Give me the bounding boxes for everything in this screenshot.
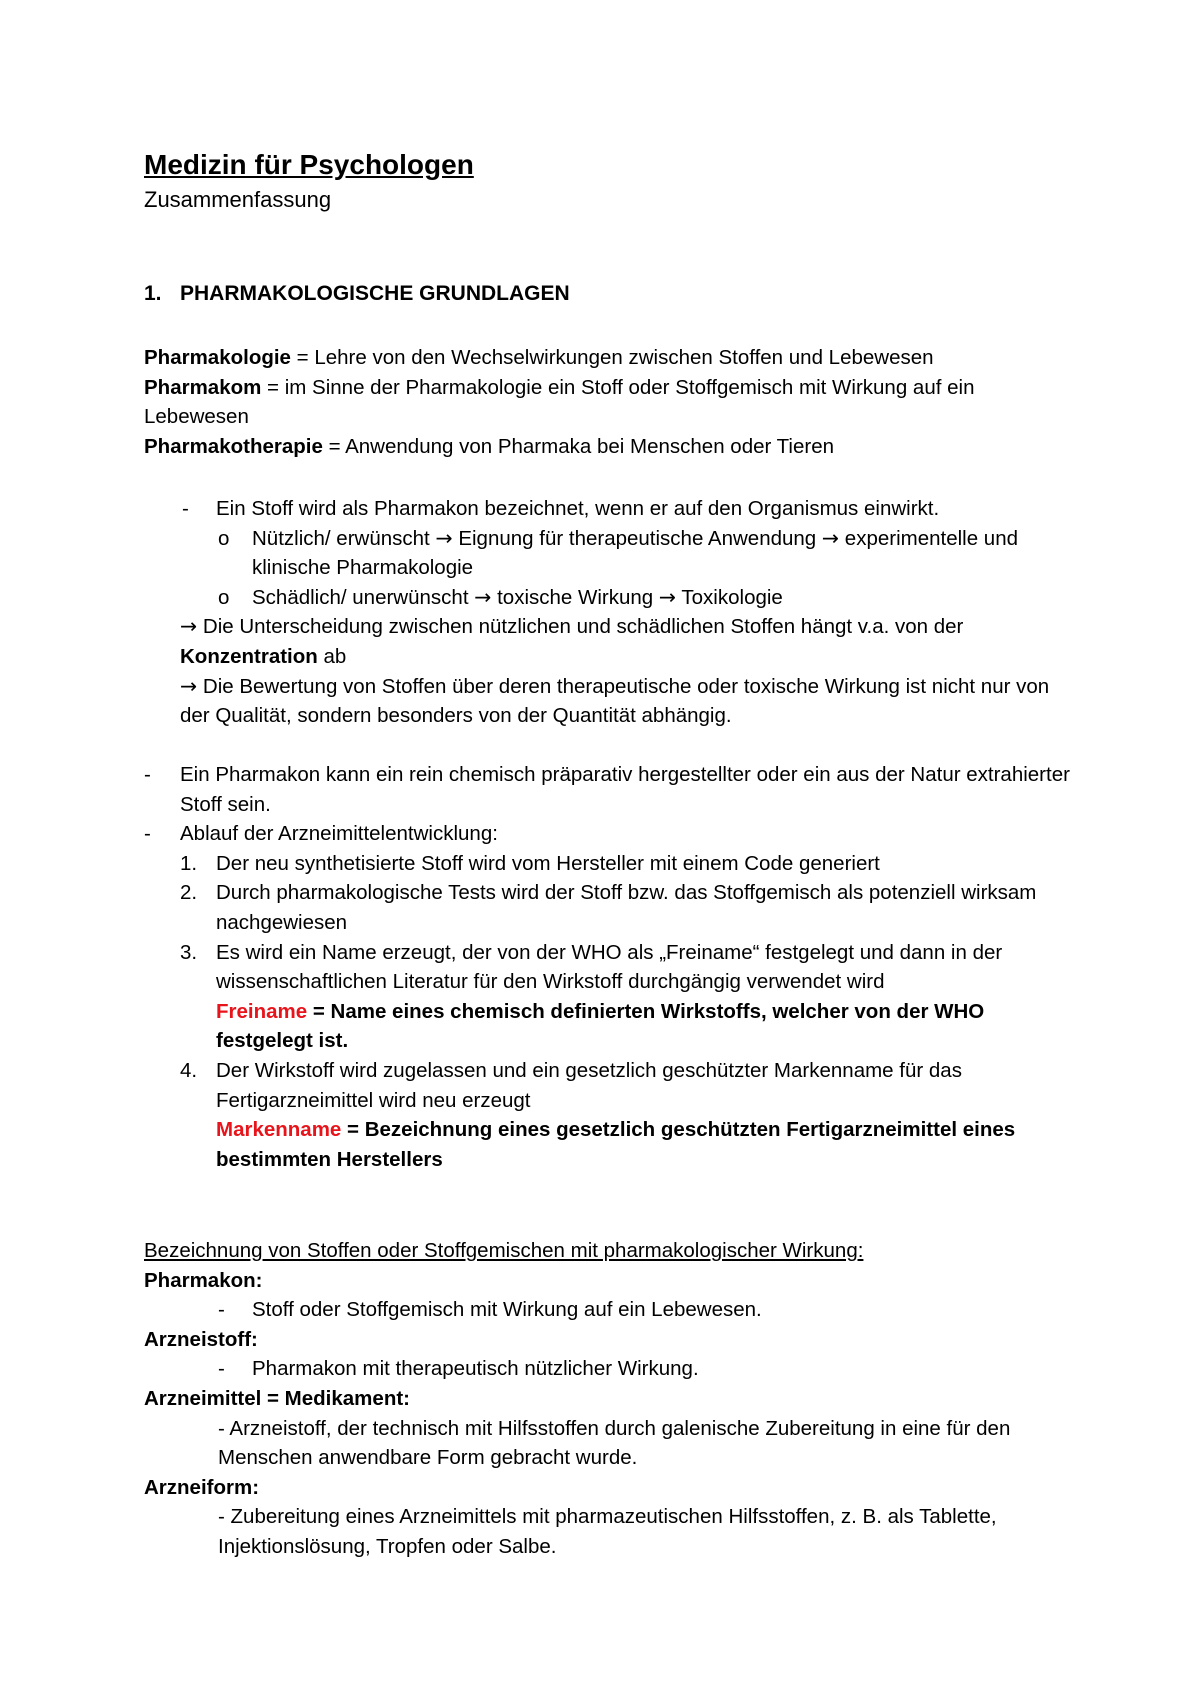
definition-line <box>144 373 1074 432</box>
list-item: - Ein Stoff wird als Pharmakon bezeichnet, wenn er auf den Organismus einwirkt. <box>144 494 1074 524</box>
list-item: - Arzneistoff, der technisch mit Hilfsstoffen durch galenische Zubereitung in eine für den Menschen anwendbare Form gebracht wurde. <box>218 1416 1011 1470</box>
list-item: 3. Es wird ein Name erzeugt, der von der WHO als „Freiname“ festgelegt und dann in der wissenschaftlichen Literatur für den Wirkstoff durchgängig verwendet wird Freiname = Name eines chemisch definierten Wirkstoffs, welcher von der WHO festgelegt ist. <box>144 938 1074 1056</box>
list-item: o Schädlich/ unerwünscht → toxische Wirkung → Toxikologie <box>144 583 1074 613</box>
list-item: 4. Der Wirkstoff wird zugelassen und ein gesetzlich geschützter Markenname für das Fertigarzneimittel wird neu erzeugt Markenname = Bezeichnung eines gesetzlich geschützten Fertigarzneimittel eines bestimmten Herstellers <box>144 1056 1074 1174</box>
list-item: - Ein Pharmakon kann ein rein chemisch präparativ hergestellter oder ein aus der Natur extrahierter Stoff sein. <box>144 760 1074 819</box>
step-number: 3. <box>180 940 198 964</box>
dash-bullet: - <box>182 497 189 520</box>
arrow-icon: → <box>435 525 453 550</box>
section-heading <box>144 280 570 308</box>
bullet-entwicklung <box>144 760 1074 1174</box>
term-heading: Pharmakon: <box>144 1268 263 1292</box>
list-item: 2. Durch pharmakologische Tests wird der Stoff bzw. das Stoffgemisch als potenziell wirksam nachgewiesen <box>144 878 1074 937</box>
circle-bullet: o <box>218 585 230 609</box>
definition-term: Pharmakologie <box>144 346 291 369</box>
bullet-pharmakon <box>144 494 1074 731</box>
document-subtitle: Zusammenfassung <box>144 187 332 212</box>
definition-line <box>144 432 1074 462</box>
definition-text: = im Sinne der Pharmakologie ein Stoff oder Stoffgemisch mit Wirkung auf ein Lebewesen <box>144 375 975 429</box>
list-item: - Zubereitung eines Arzneimittels mit pharmazeutischen Hilfsstoffen, z. B. als Tablette, Injektionslösung, Tropfen oder Salbe. <box>218 1505 997 1558</box>
dash-bullet: - <box>144 822 151 846</box>
step-number: 1. <box>180 851 198 875</box>
arrow-icon: → <box>180 614 198 639</box>
list-item: o Nützlich/ erwünscht → Eignung für therapeutische Anwendung → experimentelle und klinische Pharmakologie <box>218 525 1019 580</box>
bezeichnung-block <box>144 1236 1074 1562</box>
circle-bullet: o <box>218 526 230 550</box>
note-line: → Die Bewertung von Stoffen über deren therapeutische oder toxische Wirkung ist nicht nur von der Qualität, sondern besonders von der Quantität abhängig. <box>180 673 1050 728</box>
definition-term: Pharmakom <box>144 375 262 399</box>
list-item: - Ablauf der Arzneimittelentwicklung: <box>144 819 1074 849</box>
dash-bullet: - <box>218 1357 225 1381</box>
markenname-definition: Markenname = Bezeichnung eines gesetzlich geschützten Fertigarzneimittel eines bestimmten Herstellers <box>216 1118 1016 1171</box>
definition-term: Pharmakotherapie <box>144 434 323 458</box>
arrow-icon: → <box>180 673 198 698</box>
arrow-icon: → <box>821 525 840 550</box>
dash-bullet: - <box>218 1298 225 1322</box>
arrow-icon: → <box>474 584 492 609</box>
dash-bullet: - <box>144 763 151 786</box>
definition-line <box>144 343 1074 373</box>
list-item: - Pharmakon mit therapeutisch nützlicher Wirkung. <box>144 1354 1074 1384</box>
list-item: - Stoff oder Stoffgemisch mit Wirkung auf ein Lebewesen. <box>144 1295 1074 1325</box>
note-line: → Die Unterscheidung zwischen nützlichen und schädlichen Stoffen hängt v.a. von der Konzentration ab <box>180 614 964 668</box>
arrow-icon: → <box>658 584 677 609</box>
step-number: 2. <box>180 881 198 905</box>
definition-text: = Lehre von den Wechselwirkungen zwischen Stoffen und Lebewesen <box>290 346 934 369</box>
section-number: 1. <box>144 282 162 305</box>
term-heading: Arzneistoff: <box>144 1327 258 1351</box>
step-number: 4. <box>180 1058 198 1082</box>
bezeichnung-heading: Bezeichnung von Stoffen oder Stoffgemischen mit pharmakologischer Wirkung: <box>144 1239 864 1262</box>
definitions-block <box>144 343 1074 461</box>
list-item: 1. Der neu synthetisierte Stoff wird vom Hersteller mit einem Code generiert <box>144 849 1074 879</box>
freiname-definition: Freiname = Name eines chemisch definierten Wirkstoffs, welcher von der WHO festgelegt ist. <box>216 999 985 1053</box>
section-title: PHARMAKOLOGISCHE GRUNDLAGEN <box>180 282 570 305</box>
document-title: Medizin für Psychologen <box>144 149 474 180</box>
term-heading: Arzneimittel = Medikament: <box>144 1386 410 1410</box>
definition-text: = Anwendung von Pharmaka bei Menschen oder Tieren <box>322 434 834 458</box>
term-heading: Arzneiform: <box>144 1475 260 1499</box>
